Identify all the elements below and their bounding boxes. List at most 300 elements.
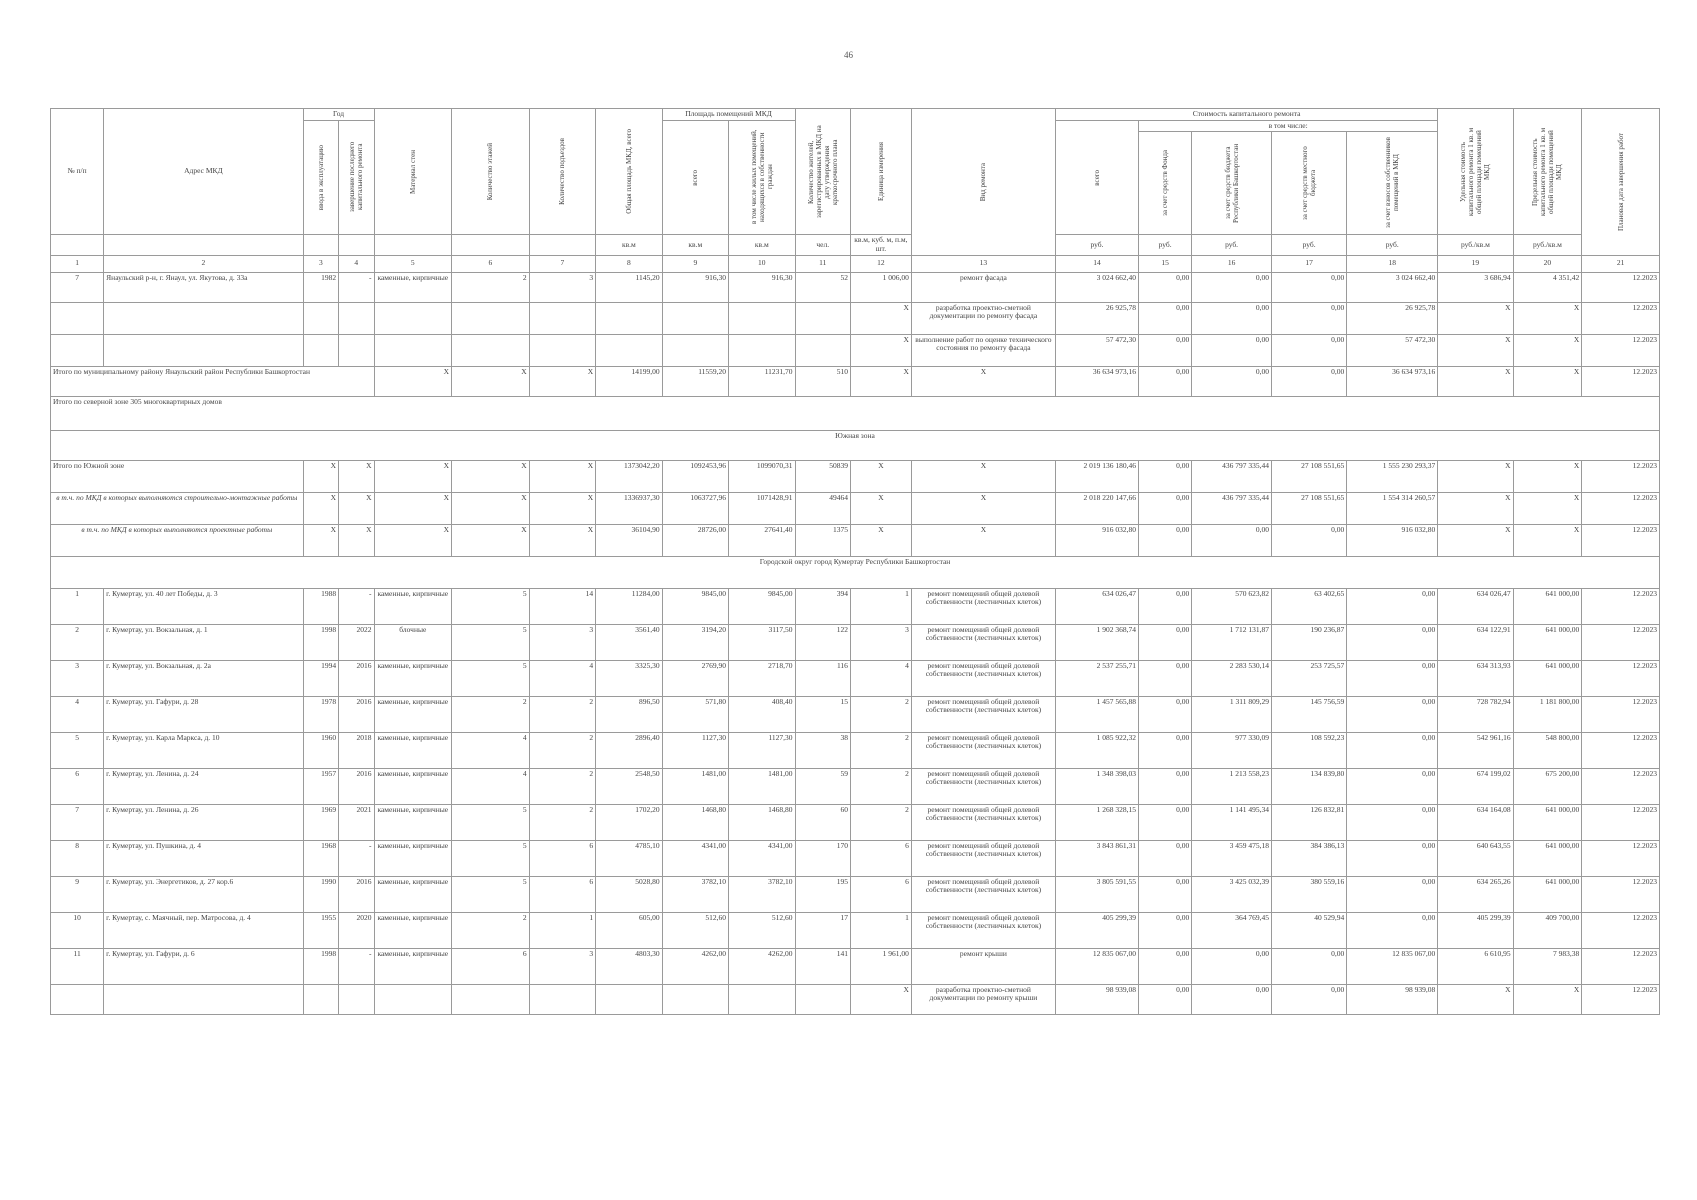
table-cell: 1145,20 <box>596 272 662 302</box>
table-cell: 634 026,47 <box>1438 588 1513 624</box>
table-cell: 4 <box>452 768 530 804</box>
col-repair-type-header: Вид ремонта <box>911 109 1055 256</box>
col-max-cost-header: Предельная стоимость капитального ремонта 1 кв. м общей площади помещений МКД <box>1513 109 1582 235</box>
table-cell: X <box>529 460 595 492</box>
table-cell: 0,00 <box>1347 624 1438 660</box>
table-cell: 14 <box>529 588 595 624</box>
table-cell: 1982 <box>303 272 338 302</box>
table-cell: 6 <box>452 948 530 984</box>
table-cell: 12.2023 <box>1582 912 1660 948</box>
table-cell: 12 835 067,00 <box>1055 948 1138 984</box>
table-cell: 0,00 <box>1192 302 1272 334</box>
table-cell: 2 <box>850 732 911 768</box>
table-cell: 436 797 335,44 <box>1192 460 1272 492</box>
table-cell: 2016 <box>339 768 374 804</box>
table-cell: 1127,30 <box>662 732 728 768</box>
table-cell: 2718,70 <box>729 660 796 696</box>
table-cell: 1969 <box>303 804 338 840</box>
table-cell: 0,00 <box>1347 660 1438 696</box>
table-cell: г. Кумертау, ул. 40 лет Победы, д. 3 <box>104 588 303 624</box>
unit-cost-total: руб. <box>1055 235 1138 255</box>
table-cell: 1 141 495,34 <box>1192 804 1272 840</box>
table-cell: 0,00 <box>1271 302 1346 334</box>
south-total-label: в т.ч. по МКД в которых выполняются проектные работы <box>51 524 304 556</box>
col-premises-residential-header: в том числе жилых помещений, находящихся в собственности граждан <box>729 120 796 235</box>
table-cell: 0,00 <box>1192 948 1272 984</box>
table-cell: X <box>850 460 911 492</box>
table-cell: 26 925,78 <box>1055 302 1138 334</box>
table-cell: X <box>339 460 374 492</box>
table-cell: 0,00 <box>1271 948 1346 984</box>
table-cell <box>596 984 662 1014</box>
table-cell <box>662 302 728 334</box>
table-cell: разработка проектно-сметной документации по ремонту крыши <box>911 984 1055 1014</box>
table-cell: 6 <box>51 768 104 804</box>
table-cell <box>452 334 530 366</box>
table-cell: X <box>339 524 374 556</box>
table-cell: - <box>339 272 374 302</box>
table-cell: X <box>850 984 911 1014</box>
table-cell: 1998 <box>303 948 338 984</box>
column-number-cell: 14 <box>1055 255 1138 272</box>
column-number-cell: 6 <box>452 255 530 272</box>
table-cell: 52 <box>795 272 850 302</box>
table-cell: 12.2023 <box>1582 366 1660 396</box>
table-cell: 2 019 136 180,46 <box>1055 460 1138 492</box>
unit-cell <box>104 235 303 255</box>
table-cell: 4785,10 <box>596 840 662 876</box>
unit-cell <box>452 235 530 255</box>
table-cell: 1 902 368,74 <box>1055 624 1138 660</box>
table-cell: - <box>339 948 374 984</box>
table-cell: г. Кумертау, ул. Гафури, д. 28 <box>104 696 303 732</box>
column-number-cell: 10 <box>729 255 796 272</box>
table-cell: 14199,00 <box>596 366 662 396</box>
table-row <box>51 732 1660 768</box>
table-cell: 1375 <box>795 524 850 556</box>
table-cell: 916,30 <box>729 272 796 302</box>
table-cell: 4262,00 <box>729 948 796 984</box>
table-row <box>51 912 1660 948</box>
table-cell: ремонт помещений общей долевой собственности (лестничных клеток) <box>911 804 1055 840</box>
table-cell: 0,00 <box>1139 524 1192 556</box>
table-row <box>51 624 1660 660</box>
table-cell: 12.2023 <box>1582 696 1660 732</box>
table-cell: 2548,50 <box>596 768 662 804</box>
table-cell: 98 939,08 <box>1055 984 1138 1014</box>
table-cell: 1 006,00 <box>850 272 911 302</box>
table-cell: X <box>1438 460 1513 492</box>
table-cell: 27 108 551,65 <box>1271 492 1346 524</box>
col-wall-material-header: Материал стен <box>374 109 452 235</box>
table-cell <box>303 334 338 366</box>
table-cell: 6 610,95 <box>1438 948 1513 984</box>
table-cell: 0,00 <box>1347 912 1438 948</box>
table-cell: 9845,00 <box>662 588 728 624</box>
north-zone-total-label: Итого по северной зоне 305 многоквартирных домов <box>51 396 1660 430</box>
table-cell <box>303 302 338 334</box>
table-cell: 27 108 551,65 <box>1271 460 1346 492</box>
table-cell: X <box>1438 524 1513 556</box>
table-cell: 1957 <box>303 768 338 804</box>
table-cell: 3 425 032,39 <box>1192 876 1272 912</box>
unit-residents: чел. <box>795 235 850 255</box>
table-row <box>51 984 1660 1014</box>
table-cell: 405 299,39 <box>1438 912 1513 948</box>
table-cell: 641 000,00 <box>1513 840 1582 876</box>
table-cell: 4262,00 <box>662 948 728 984</box>
table-cell: 3561,40 <box>596 624 662 660</box>
col-cost-including-header: в том числе: <box>1139 120 1438 132</box>
column-number-cell: 4 <box>339 255 374 272</box>
city-heading: Городской округ город Кумертау Республики Башкортостан <box>51 556 1660 588</box>
table-cell: 364 769,45 <box>1192 912 1272 948</box>
table-row <box>51 588 1660 624</box>
table-cell: 1 <box>529 912 595 948</box>
table-cell: 641 000,00 <box>1513 660 1582 696</box>
table-cell: 674 199,02 <box>1438 768 1513 804</box>
table-cell: каменные, кирпичные <box>374 660 452 696</box>
table-cell: 4 <box>452 732 530 768</box>
table-cell: каменные, кирпичные <box>374 804 452 840</box>
table-cell: каменные, кирпичные <box>374 588 452 624</box>
table-cell <box>374 302 452 334</box>
table-cell: 4 <box>529 660 595 696</box>
table-cell: 6 <box>850 840 911 876</box>
table-cell: 1 555 230 293,37 <box>1347 460 1438 492</box>
table-cell: 3 459 475,18 <box>1192 840 1272 876</box>
capital-repair-table <box>50 108 1660 1015</box>
table-cell: X <box>452 524 530 556</box>
table-cell: X <box>850 524 911 556</box>
table-cell: 5 <box>452 624 530 660</box>
table-cell: 0,00 <box>1139 984 1192 1014</box>
south-total-label: Итого по Южной зоне <box>51 460 304 492</box>
table-cell: X <box>1438 334 1513 366</box>
table-cell: 3 <box>529 272 595 302</box>
table-cell: 510 <box>795 366 850 396</box>
table-cell: 605,00 <box>596 912 662 948</box>
table-cell: г. Кумертау, ул. Вокзальная, д. 2а <box>104 660 303 696</box>
table-cell: 5 <box>452 804 530 840</box>
table-cell: 1468,80 <box>729 804 796 840</box>
table-row <box>51 696 1660 732</box>
col-residents-header: Количество жителей, зарегистрированных в МКД на дату утверждения краткосрочного плана <box>795 109 850 235</box>
table-cell: 405 299,39 <box>1055 912 1138 948</box>
table-row <box>51 804 1660 840</box>
table-cell: выполнение работ по оценке технического состояния по ремонту фасада <box>911 334 1055 366</box>
table-cell: 436 797 335,44 <box>1192 492 1272 524</box>
col-cost-total-header: всего <box>1055 120 1138 235</box>
table-cell: 4341,00 <box>662 840 728 876</box>
table-cell: 1 085 922,32 <box>1055 732 1138 768</box>
table-cell: 12.2023 <box>1582 732 1660 768</box>
table-cell: г. Кумертау, ул. Пушкина, д. 4 <box>104 840 303 876</box>
table-cell: 0,00 <box>1139 912 1192 948</box>
unit-measure: кв.м, куб. м, п.м, шт. <box>850 235 911 255</box>
table-cell: X <box>529 366 595 396</box>
table-cell: 1092453,96 <box>662 460 728 492</box>
unit-specific-cost: руб./кв.м <box>1438 235 1513 255</box>
table-cell: 0,00 <box>1139 696 1192 732</box>
table-cell: 0,00 <box>1271 272 1346 302</box>
table-cell: 641 000,00 <box>1513 804 1582 840</box>
table-cell: 134 839,80 <box>1271 768 1346 804</box>
table-cell: 0,00 <box>1271 984 1346 1014</box>
table-cell: ремонт помещений общей долевой собственности (лестничных клеток) <box>911 696 1055 732</box>
table-cell: 12.2023 <box>1582 768 1660 804</box>
unit-cost-fund: руб. <box>1139 235 1192 255</box>
table-cell <box>104 334 303 366</box>
table-cell: 1468,80 <box>662 804 728 840</box>
table-cell: 0,00 <box>1139 334 1192 366</box>
table-cell: 49464 <box>795 492 850 524</box>
table-cell: 1978 <box>303 696 338 732</box>
table-cell: 116 <box>795 660 850 696</box>
table-cell: 1960 <box>303 732 338 768</box>
col-cost-local-header: за счет средств местного бюджета <box>1271 132 1346 235</box>
table-cell: 4803,30 <box>596 948 662 984</box>
table-cell: 0,00 <box>1139 272 1192 302</box>
table-cell: 12.2023 <box>1582 948 1660 984</box>
table-cell: 5 <box>452 840 530 876</box>
col-total-area-header: Общая площадь МКД, всего <box>596 109 662 235</box>
table-cell: X <box>303 524 338 556</box>
table-cell: 634 026,47 <box>1055 588 1138 624</box>
table-cell: 12.2023 <box>1582 588 1660 624</box>
table-cell: 0,00 <box>1347 840 1438 876</box>
table-cell: 7 983,38 <box>1513 948 1582 984</box>
table-cell: X <box>911 492 1055 524</box>
district-total-label: Итого по муниципальному району Янаульский район Республики Башкортостан <box>51 366 375 396</box>
table-cell: 1990 <box>303 876 338 912</box>
table-row <box>51 334 1660 366</box>
col-year-last-repair-header: завершение последнего капитального ремонта <box>339 120 374 235</box>
table-cell: 7 <box>51 272 104 302</box>
table-cell: каменные, кирпичные <box>374 912 452 948</box>
page-number: 46 <box>844 50 853 60</box>
table-cell: 3 <box>51 660 104 696</box>
table-cell: 0,00 <box>1271 334 1346 366</box>
table-cell: 63 402,65 <box>1271 588 1346 624</box>
table-cell: 12.2023 <box>1582 804 1660 840</box>
table-cell <box>452 302 530 334</box>
table-cell: 5 <box>452 876 530 912</box>
table-cell <box>104 302 303 334</box>
table-cell: 0,00 <box>1139 840 1192 876</box>
table-cell: 0,00 <box>1139 366 1192 396</box>
table-cell: 2016 <box>339 660 374 696</box>
table-cell: 408,40 <box>729 696 796 732</box>
table-cell: X <box>303 492 338 524</box>
table-cell: 12.2023 <box>1582 876 1660 912</box>
table-cell: 2 283 530,14 <box>1192 660 1272 696</box>
table-cell: 2 <box>850 696 911 732</box>
table-cell: 0,00 <box>1271 366 1346 396</box>
table-cell <box>729 302 796 334</box>
table-cell: 17 <box>795 912 850 948</box>
table-cell: 3194,20 <box>662 624 728 660</box>
table-cell: 2016 <box>339 876 374 912</box>
table-cell: 5 <box>51 732 104 768</box>
south-total-row <box>51 492 1660 524</box>
table-cell: ремонт помещений общей долевой собственности (лестничных клеток) <box>911 624 1055 660</box>
table-cell: X <box>303 460 338 492</box>
table-cell: блочные <box>374 624 452 660</box>
table-cell <box>104 984 303 1014</box>
table-cell: 12.2023 <box>1582 984 1660 1014</box>
unit-cost-local: руб. <box>1271 235 1346 255</box>
table-cell: 12.2023 <box>1582 492 1660 524</box>
table-cell: каменные, кирпичные <box>374 840 452 876</box>
table-cell: X <box>452 460 530 492</box>
table-cell: 4341,00 <box>729 840 796 876</box>
column-number-cell: 1 <box>51 255 104 272</box>
table-cell: г. Кумертау, ул. Энергетиков, д. 27 кор.6 <box>104 876 303 912</box>
table-cell: 3782,10 <box>729 876 796 912</box>
table-cell: 11559,20 <box>662 366 728 396</box>
table-cell: 36 634 973,16 <box>1055 366 1138 396</box>
col-entrances-header: Количество подъездов <box>529 109 595 235</box>
table-cell: каменные, кирпичные <box>374 948 452 984</box>
table-cell: 3 805 591,55 <box>1055 876 1138 912</box>
table-cell: X <box>911 460 1055 492</box>
district-total-row <box>51 366 1660 396</box>
table-cell: 2 <box>850 768 911 804</box>
table-cell <box>339 334 374 366</box>
table-cell: 0,00 <box>1347 876 1438 912</box>
table-cell: 0,00 <box>1347 732 1438 768</box>
table-cell: ремонт помещений общей долевой собственности (лестничных клеток) <box>911 912 1055 948</box>
column-number-cell: 17 <box>1271 255 1346 272</box>
table-cell <box>795 984 850 1014</box>
unit-total-area: кв.м <box>596 235 662 255</box>
table-cell: 896,50 <box>596 696 662 732</box>
table-cell: 512,60 <box>662 912 728 948</box>
table-cell: 141 <box>795 948 850 984</box>
table-cell: 12.2023 <box>1582 460 1660 492</box>
column-number-cell: 18 <box>1347 255 1438 272</box>
table-cell: 641 000,00 <box>1513 588 1582 624</box>
table-cell: X <box>1513 492 1582 524</box>
table-cell: 11 <box>51 948 104 984</box>
table-cell <box>795 302 850 334</box>
table-cell: 634 164,08 <box>1438 804 1513 840</box>
table-cell: 0,00 <box>1271 524 1346 556</box>
table-cell: 11284,00 <box>596 588 662 624</box>
table-cell <box>596 334 662 366</box>
table-cell: X <box>1513 302 1582 334</box>
col-specific-cost-header: Удельная стоимость капитального ремонта 1 кв. м общей площади помещений МКД <box>1438 109 1513 235</box>
table-cell: 1 268 328,15 <box>1055 804 1138 840</box>
table-cell: 1 961,00 <box>850 948 911 984</box>
table-cell: 12.2023 <box>1582 524 1660 556</box>
table-cell: 9 <box>51 876 104 912</box>
table-cell: 2 <box>529 732 595 768</box>
table-cell: разработка проектно-сметной документации по ремонту фасада <box>911 302 1055 334</box>
table-cell: 0,00 <box>1139 588 1192 624</box>
col-cost-owners-header: за счет взносов собственников помещений в МКД <box>1347 132 1438 235</box>
table-cell: 2016 <box>339 696 374 732</box>
table-cell: 38 <box>795 732 850 768</box>
table-cell: 0,00 <box>1347 588 1438 624</box>
table-row <box>51 302 1660 334</box>
table-cell: 916 032,80 <box>1055 524 1138 556</box>
table-cell <box>795 334 850 366</box>
column-number-cell: 11 <box>795 255 850 272</box>
table-cell: X <box>1513 460 1582 492</box>
table-cell: 409 700,00 <box>1513 912 1582 948</box>
table-cell: X <box>374 366 452 396</box>
table-cell <box>452 984 530 1014</box>
table-cell: 12.2023 <box>1582 302 1660 334</box>
col-year-header: Год <box>303 109 374 121</box>
table-cell: 1968 <box>303 840 338 876</box>
table-cell: каменные, кирпичные <box>374 876 452 912</box>
column-number-cell: 15 <box>1139 255 1192 272</box>
table-cell: X <box>1438 366 1513 396</box>
table-cell: X <box>1513 366 1582 396</box>
table-cell: 2769,90 <box>662 660 728 696</box>
table-cell: 60 <box>795 804 850 840</box>
table-cell: 640 643,55 <box>1438 840 1513 876</box>
table-cell: X <box>529 492 595 524</box>
table-cell: г. Кумертау, ул. Гафури, д. 6 <box>104 948 303 984</box>
table-row <box>51 876 1660 912</box>
table-cell: 0,00 <box>1192 984 1272 1014</box>
unit-max-cost: руб./кв.м <box>1513 235 1582 255</box>
table-cell: 5 <box>452 588 530 624</box>
col-cost-republic-header: за счет средств бюджета Республики Башкортостан <box>1192 132 1272 235</box>
table-cell: 728 782,94 <box>1438 696 1513 732</box>
unit-premises-residential: кв.м <box>729 235 796 255</box>
table-cell: 2 <box>452 272 530 302</box>
table-cell: 0,00 <box>1347 696 1438 732</box>
table-cell: ремонт помещений общей долевой собственности (лестничных клеток) <box>911 840 1055 876</box>
table-cell: 0,00 <box>1139 948 1192 984</box>
table-cell: 916,30 <box>662 272 728 302</box>
table-cell: ремонт помещений общей долевой собственности (лестничных клеток) <box>911 660 1055 696</box>
table-cell: 2 <box>51 624 104 660</box>
table-cell: 0,00 <box>1139 624 1192 660</box>
col-address-header: Адрес МКД <box>104 109 303 235</box>
table-cell: 3 <box>529 624 595 660</box>
table-cell <box>51 302 104 334</box>
table-cell <box>303 984 338 1014</box>
table-row <box>51 948 1660 984</box>
table-cell: 394 <box>795 588 850 624</box>
table-cell: X <box>1513 984 1582 1014</box>
table-cell: 190 236,87 <box>1271 624 1346 660</box>
table-cell: 1099070,31 <box>729 460 796 492</box>
table-cell: X <box>1513 524 1582 556</box>
north-zone-total-row <box>51 396 1660 430</box>
table-cell: 3325,30 <box>596 660 662 696</box>
table-cell: 253 725,57 <box>1271 660 1346 696</box>
table-cell: 1127,30 <box>729 732 796 768</box>
table-cell: X <box>374 460 452 492</box>
table-cell: 542 961,16 <box>1438 732 1513 768</box>
table-cell: 1 213 558,23 <box>1192 768 1272 804</box>
table-cell: X <box>1438 984 1513 1014</box>
table-cell: 57 472,30 <box>1347 334 1438 366</box>
column-number-cell: 21 <box>1582 255 1660 272</box>
table-cell: 0,00 <box>1192 272 1272 302</box>
table-cell: 0,00 <box>1139 460 1192 492</box>
table-cell: 1481,00 <box>729 768 796 804</box>
table-cell: 2 537 255,71 <box>1055 660 1138 696</box>
table-cell: X <box>339 492 374 524</box>
